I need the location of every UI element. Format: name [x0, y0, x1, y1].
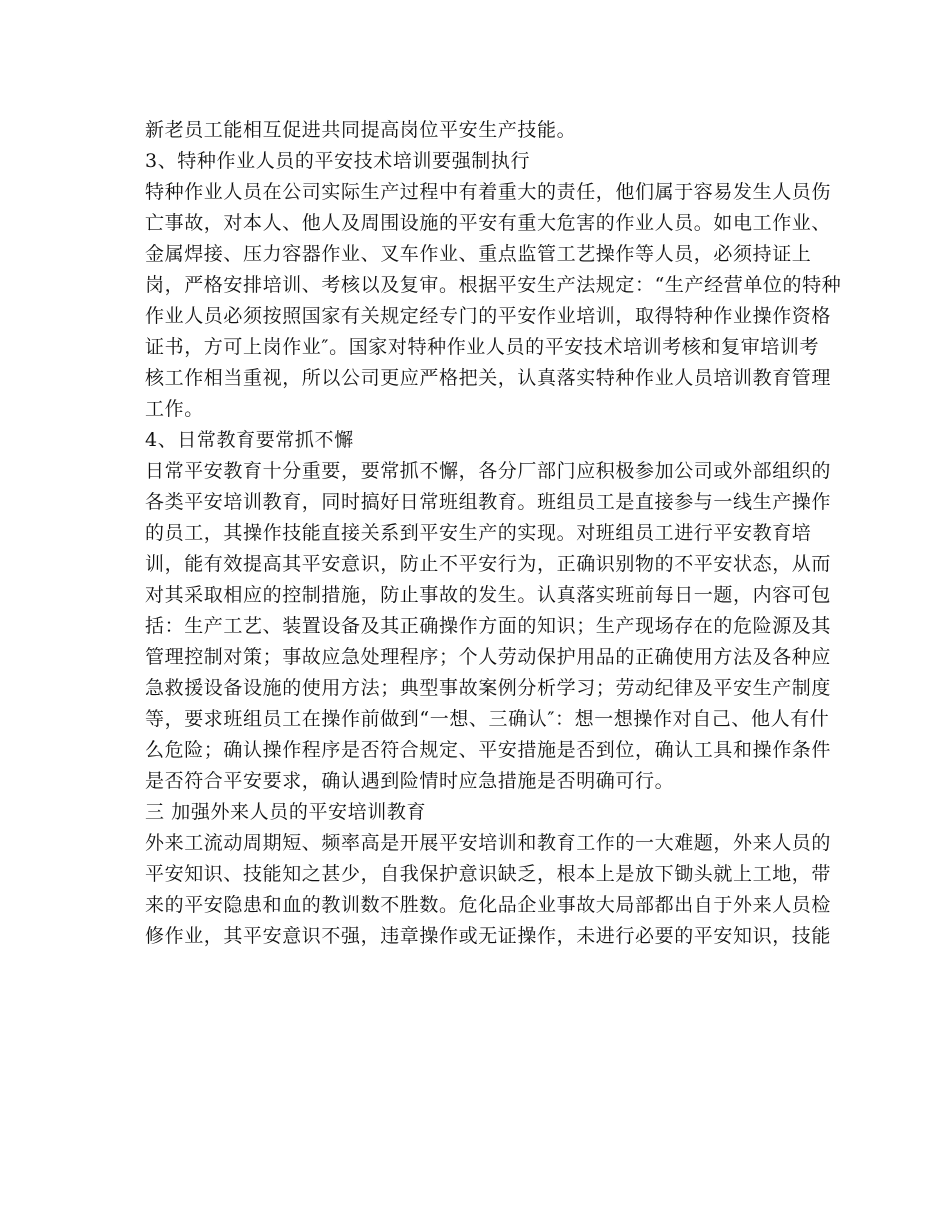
text-line: 岗，严格安排培训、考核以及复审。根据平安生产法规定：“生产经营单位的特种	[145, 274, 842, 296]
text-line: 各类平安培训教育，同时搞好日常班组教育。班组员工是直接参与一线生产操作	[145, 491, 832, 513]
text-line: 对其采取相应的控制措施，防止事故的发生。认真落实班前每日一题，内容可包	[145, 584, 832, 606]
text-line: 管理控制对策；事故应急处理程序；个人劳动保护用品的正确使用方法及各种应	[145, 646, 832, 668]
text-line: 训，能有效提高其平安意识，防止不平安行为，正确识别物的不平安状态，从而	[145, 553, 832, 575]
text-line: 平安知识、技能知之甚少，自我保护意识缺乏，根本上是放下锄头就上工地，带	[145, 863, 832, 885]
text-line: 修作业，其平安意识不强，违章操作或无证操作，未进行必要的平安知识，技能	[145, 925, 832, 947]
text-line: 括：生产工艺、装置设备及其正确操作方面的知识；生产现场存在的危险源及其	[145, 615, 832, 637]
text-line: 特种作业人员在公司实际生产过程中有着重大的责任，他们属于容易发生人员伤	[145, 181, 832, 203]
text-line: 新老员工能相互促进共同提高岗位平安生产技能。	[145, 119, 577, 141]
document-body	[145, 115, 842, 952]
section-heading: 3、特种作业人员的平安技术培训要强制执行	[145, 150, 531, 172]
text-line: 是否符合平安要求，确认遇到险情时应急措施是否明确可行。	[145, 770, 675, 792]
text-line: 工作。	[145, 398, 204, 420]
text-line: 作业人员必须按照国家有关规定经专门的平安作业培训，取得特种作业操作资格	[145, 305, 832, 327]
text-line: 等，要求班组员工在操作前做到“一想、三确认″：想一想操作对自己、他人有什	[145, 708, 830, 730]
text-line: 证书，方可上岗作业″。国家对特种作业人员的平安技术培训考核和复审培训考	[145, 336, 820, 358]
text-line: 核工作相当重视，所以公司更应严格把关，认真落实特种作业人员培训教育管理	[145, 367, 832, 389]
text-line: 的员工，其操作技能直接关系到平安生产的实现。对班组员工进行平安教育培	[145, 522, 812, 544]
section-heading: 三 加强外来人员的平安培训教育	[145, 801, 427, 823]
text-line: 么危险；确认操作程序是否符合规定、平安措施是否到位，确认工具和操作条件	[145, 739, 832, 761]
section-heading: 4、日常教育要常抓不懈	[145, 429, 354, 451]
text-line: 亡事故，对本人、他人及周围设施的平安有重大危害的作业人员。如电工作业、	[145, 212, 832, 234]
text-line: 来的平安隐患和血的教训数不胜数。危化品企业事故大局部都出自于外来人员检	[145, 894, 832, 916]
text-line: 急救援设备设施的使用方法；典型事故案例分析学习；劳动纪律及平安生产制度	[145, 677, 832, 699]
text-line: 金属焊接、压力容器作业、叉车作业、重点监管工艺操作等人员，必须持证上	[145, 243, 812, 265]
text-line: 日常平安教育十分重要，要常抓不懈，各分厂部门应积极参加公司或外部组织的	[145, 460, 832, 482]
text-line: 外来工流动周期短、频率高是开展平安培训和教育工作的一大难题，外来人员的	[145, 832, 832, 854]
